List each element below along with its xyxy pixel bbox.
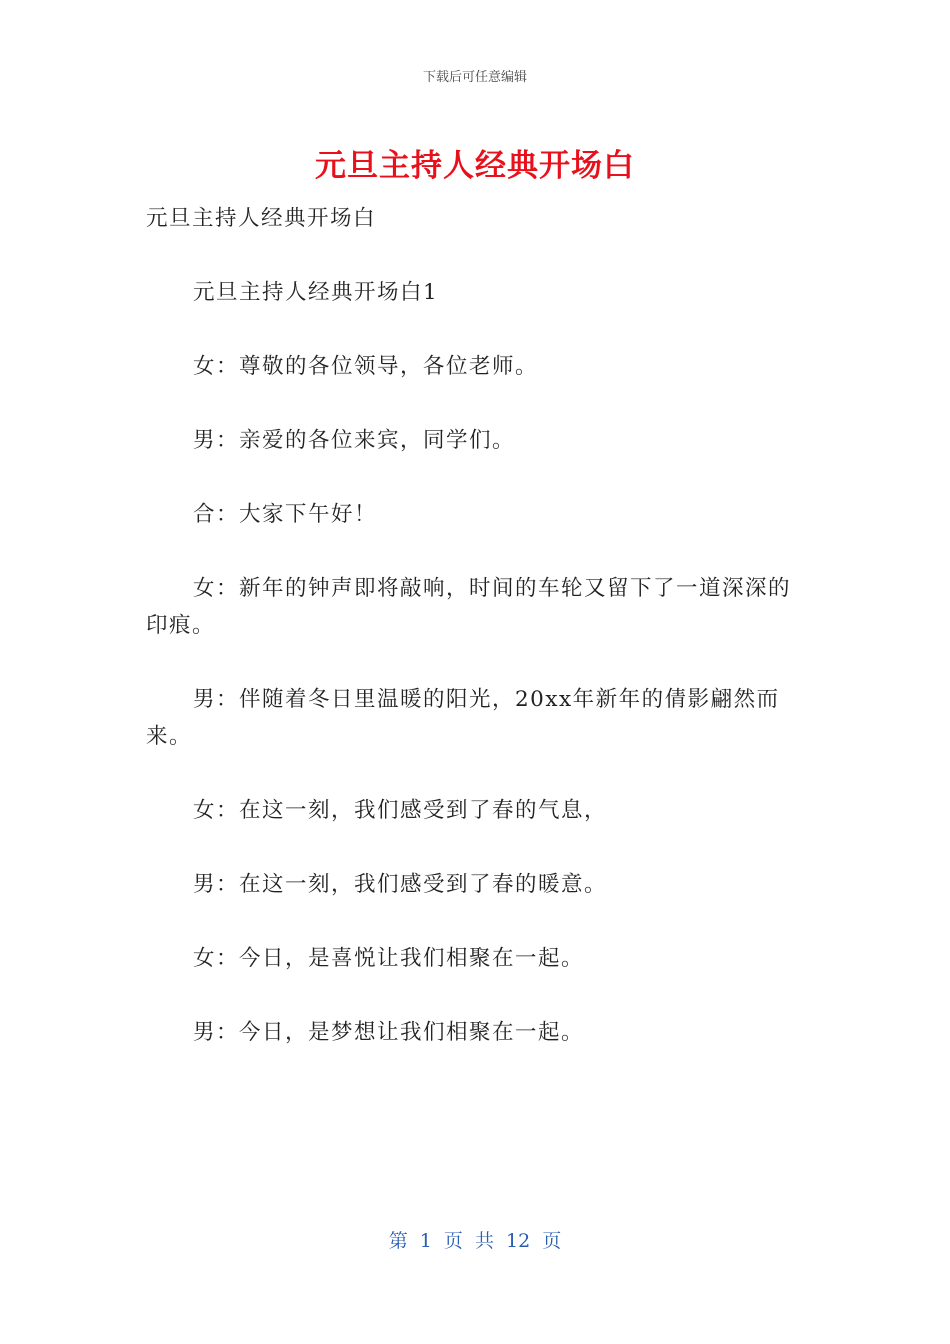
paragraph: 女：尊敬的各位领导，各位老师。	[193, 354, 539, 379]
page-number-footer: 第 1 页 共 12 页	[388, 1230, 562, 1252]
paragraph: 男：伴随着冬日里温暖的阳光，20xx年新年的倩影翩然而来。	[146, 687, 780, 749]
document-title: 元旦主持人经典开场白	[315, 148, 635, 184]
paragraph: 男：亲爱的各位来宾，同学们。	[193, 428, 516, 453]
paragraph: 元旦主持人经典开场白	[146, 206, 377, 231]
paragraph: 女：今日，是喜悦让我们相聚在一起。	[193, 946, 585, 971]
paragraph: 元旦主持人经典开场白1	[193, 280, 439, 305]
paragraph: 合：大家下午好！	[193, 502, 378, 527]
document-body	[146, 200, 796, 1088]
paragraph: 女：在这一刻，我们感受到了春的气息，	[193, 798, 608, 823]
paragraph: 女：新年的钟声即将敲响，时间的车轮又留下了一道深深的印痕。	[146, 576, 792, 638]
header-note: 下载后可任意编辑	[422, 70, 527, 85]
paragraph: 男：今日，是梦想让我们相聚在一起。	[193, 1020, 585, 1045]
paragraph: 男：在这一刻，我们感受到了春的暖意。	[193, 872, 608, 897]
